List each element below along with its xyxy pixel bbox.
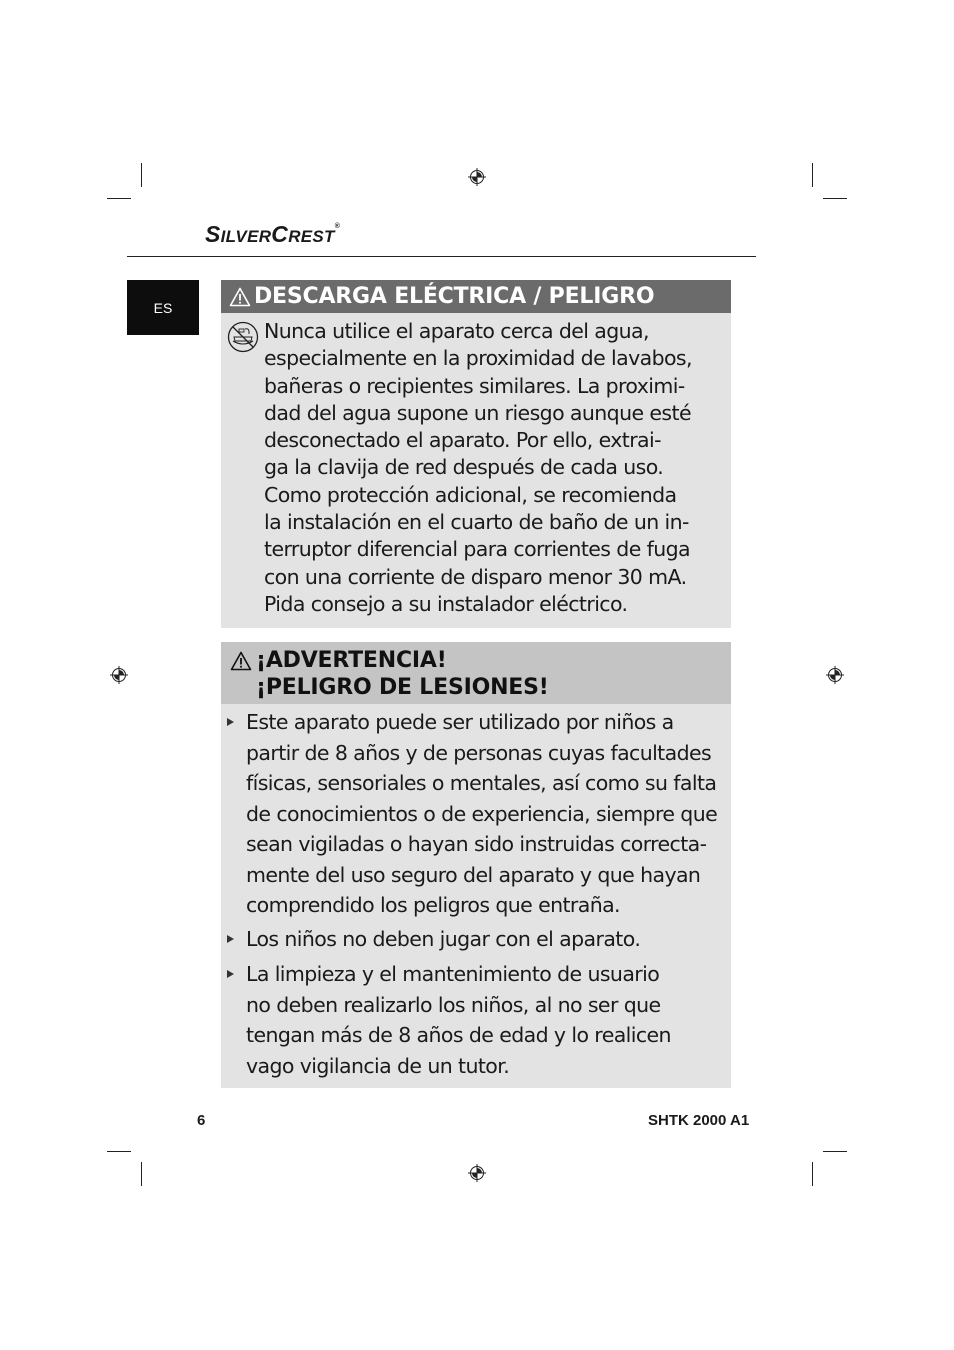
model-number: SHTK 2000 A1: [648, 1112, 750, 1129]
registration-mark-icon: [826, 666, 844, 684]
text-line: Como protección adicional, se recomienda: [264, 482, 677, 507]
text-line: vago vigilancia de un tutor.: [246, 1053, 510, 1078]
logo-small-caps: ILVER: [220, 227, 272, 246]
registration-mark-icon: [110, 666, 128, 684]
language-tab-label: ES: [153, 299, 173, 316]
warning-triangle-icon: [229, 287, 251, 307]
list-item-text: [246, 924, 640, 955]
text-line: Nunca utilice el aparato cerca del agua,: [264, 319, 649, 343]
crop-mark: [141, 1162, 142, 1186]
text-line: partir de 8 años y de personas cuyas facultades: [246, 740, 712, 765]
text-line: sean vigiladas o hayan sido instruidas correcta-: [246, 832, 707, 856]
text-line: mente del uso seguro del aparato y que hayan: [246, 862, 701, 887]
logo-cap: S: [205, 221, 221, 247]
crop-mark: [141, 163, 142, 187]
danger-box-electric: [221, 280, 731, 628]
crop-mark: [812, 163, 813, 187]
crop-mark: [823, 198, 847, 199]
warning-triangle-icon: [230, 651, 252, 671]
danger-title: DESCARGA ELÉCTRICA / PELIGRO: [254, 284, 655, 309]
warning-box-injury: [221, 642, 731, 1088]
bullet-arrow-icon: [227, 970, 234, 978]
warning-header: [221, 642, 731, 704]
text-line: Los niños no deben jugar con el aparato.: [246, 927, 641, 951]
bullet-arrow-icon: [227, 935, 234, 943]
list-item-text: [246, 707, 717, 921]
crop-mark: [812, 1162, 813, 1186]
text-line: con una corriente de disparo menor 30 mA.: [264, 564, 687, 589]
text-line: ga la clavija de red después de cada uso.: [264, 455, 664, 480]
header-rule: [127, 256, 756, 257]
text-line: terruptor diferencial para corrientes de fuga: [264, 537, 691, 562]
language-tab: [127, 280, 199, 335]
text-line: dad del agua supone un riesgo aunque esté: [264, 400, 691, 425]
text-line: La limpieza y el mantenimiento de usuario: [246, 962, 660, 986]
danger-paragraph: [264, 318, 692, 618]
list-item-text: [246, 959, 671, 1081]
text-line: tengan más de 8 años de edad y lo realicen: [246, 1023, 671, 1047]
text-line: Este aparato puede ser utilizado por niños a: [246, 710, 674, 734]
registration-mark-icon: [468, 1164, 486, 1182]
text-line: de conocimientos o de experiencia, siempre que: [246, 801, 718, 826]
text-line: la instalación en el cuarto de baño de un in-: [264, 510, 689, 535]
text-line: no deben realizarlo los niños, al no ser que: [246, 992, 661, 1017]
brand-logo: [205, 221, 340, 248]
logo-small-caps: REST: [288, 227, 335, 246]
registered-mark: ®: [334, 223, 341, 230]
danger-header: [221, 280, 731, 313]
text-line: físicas, sensoriales o mentales, así como su falta: [246, 771, 717, 795]
text-line: especialmente en la proximidad de lavabos,: [264, 346, 692, 371]
logo-cap: C: [271, 221, 289, 247]
crop-mark: [107, 198, 131, 199]
crop-mark: [107, 1151, 131, 1152]
bullet-arrow-icon: [227, 718, 234, 726]
crop-mark: [823, 1151, 847, 1152]
text-line: Pida consejo a su instalador eléctrico.: [264, 591, 628, 616]
text-line: comprendido los peligros que entraña.: [246, 893, 620, 917]
text-line: bañeras o recipientes similares. La proximi-: [264, 373, 685, 398]
registration-mark-icon: [468, 168, 486, 186]
warning-title-line1: ¡ADVERTENCIA!: [256, 648, 447, 673]
text-line: desconectado el aparato. Por ello, extrai-: [264, 428, 661, 453]
warning-title-line2: ¡PELIGRO DE LESIONES!: [256, 675, 549, 700]
page-number: 6: [197, 1112, 206, 1129]
no-water-near-appliance-icon: [227, 321, 259, 353]
